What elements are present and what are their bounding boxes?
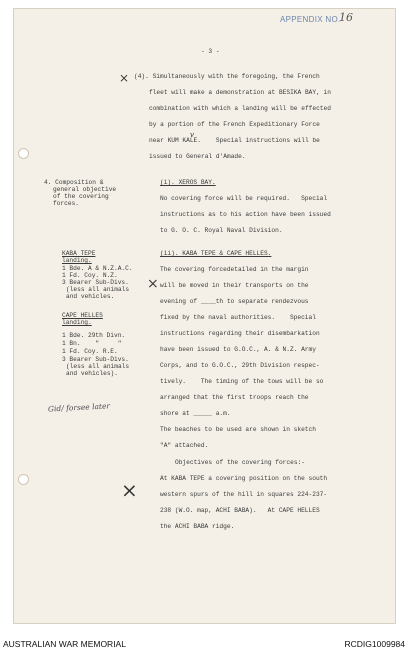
- paragraph-line: 238 (W.O. map, ACHI BABA). At CAPE HELLES: [160, 507, 320, 514]
- appendix-stamp-number: 16: [339, 11, 353, 24]
- margin-item: and vehicles).: [66, 370, 118, 377]
- paragraph-line: instructions regarding their disembarkation: [160, 330, 320, 337]
- heading-line: of the covering: [53, 193, 109, 200]
- margin-item: 1 Bn. " ": [62, 340, 122, 347]
- punch-hole-bottom: [18, 474, 29, 485]
- paragraph-line: fleet will make a demonstration at BESIKA BAY, in: [149, 89, 331, 96]
- paragraph-line: evening of ____th to separate rendezvous: [160, 298, 309, 305]
- margin-item: (less all animals: [66, 286, 130, 293]
- handwritten-insert-mark: v: [190, 131, 194, 139]
- paragraph-line: issued to General d'Amade.: [149, 153, 246, 160]
- paragraph-line: The beaches to be used are shown in sketch: [160, 426, 316, 433]
- section-ii-heading: (ii). KABA TEPE & CAPE HELLES.: [160, 250, 272, 257]
- appendix-stamp-label: APPENDIX NO.: [280, 15, 341, 24]
- page-number: - 3 -: [201, 48, 220, 55]
- footer-institution: AUSTRALIAN WAR MEMORIAL: [3, 639, 126, 649]
- margin-item: 1 Fd. Coy. N.Z.: [62, 272, 118, 279]
- paragraph-line: Corps, and to G.O.C., 29th Division respec-: [160, 362, 320, 369]
- paragraph-line: No covering force will be required. Special: [160, 195, 328, 202]
- handwritten-cross-mark: ×: [147, 276, 159, 292]
- heading-line: general objective: [53, 186, 117, 193]
- paragraph-line: arranged that the first troops reach the: [160, 394, 309, 401]
- paragraph-line: Objectives of the covering forces:-: [175, 459, 305, 466]
- handwritten-cross-mark: ×: [119, 71, 130, 85]
- margin-item: 1 Bde. 29th Divn.: [62, 332, 126, 339]
- margin-item: 1 Bde. A & N.Z.A.C.: [62, 265, 133, 272]
- paragraph-line: the ACHI BABA ridge.: [160, 523, 235, 530]
- margin-heading: landing.: [62, 319, 92, 326]
- paragraph-line: The covering forcedetailed in the margin: [160, 266, 309, 273]
- footer-record-id: RCDIG1009984: [344, 639, 405, 649]
- handwritten-cross-mark: ×: [121, 478, 138, 502]
- paragraph-line: will be moved in their transports on the: [160, 282, 309, 289]
- margin-item: and vehicles.: [66, 293, 115, 300]
- paragraph-line: (4). Simultaneously with the foregoing, the French: [134, 73, 320, 80]
- paragraph-line: "A" attached.: [160, 442, 209, 449]
- margin-heading: CAPE HELLES: [62, 312, 103, 319]
- margin-item: (less all animals: [66, 363, 130, 370]
- margin-item: 3 Bearer Sub-Divs.: [62, 356, 129, 363]
- margin-heading: KABA TEPE: [62, 250, 96, 257]
- punch-hole-top: [18, 148, 29, 159]
- handwritten-margin-note: Gid/ forsee later: [47, 401, 111, 414]
- margin-item: 3 Bearer Sub-Divs.: [62, 279, 129, 286]
- paragraph-line: combination with which a landing will be effected: [149, 105, 331, 112]
- paragraph-line: by a portion of the French Expeditionary Force: [149, 121, 320, 128]
- heading-line: 4. Composition &: [44, 179, 104, 186]
- paragraph-line: near KUM KALE. Special instructions will be: [149, 137, 320, 144]
- margin-heading: landing.: [62, 257, 92, 264]
- xeros-bay-heading: (i). XEROS BAY.: [160, 179, 216, 186]
- paragraph-line: to G. O. C. Royal Naval Division.: [160, 227, 283, 234]
- paragraph-line: shore at _____ a.m.: [160, 410, 231, 417]
- paragraph-line: At KABA TEPE a covering position on the south: [160, 475, 328, 482]
- margin-item: 1 Fd. Coy. R.E.: [62, 348, 118, 355]
- paragraph-line: instructions as to his action have been issued: [160, 211, 331, 218]
- heading-line: forces.: [53, 200, 79, 207]
- paragraph-line: fixed by the naval authorities. Special: [160, 314, 316, 321]
- paragraph-line: western spurs of the hill in squares 224-237-: [160, 491, 328, 498]
- paragraph-line: tively. The timing of the tows will be so: [160, 378, 324, 385]
- paragraph-line: have been issued to G.O.C., A. & N.Z. Army: [160, 346, 316, 353]
